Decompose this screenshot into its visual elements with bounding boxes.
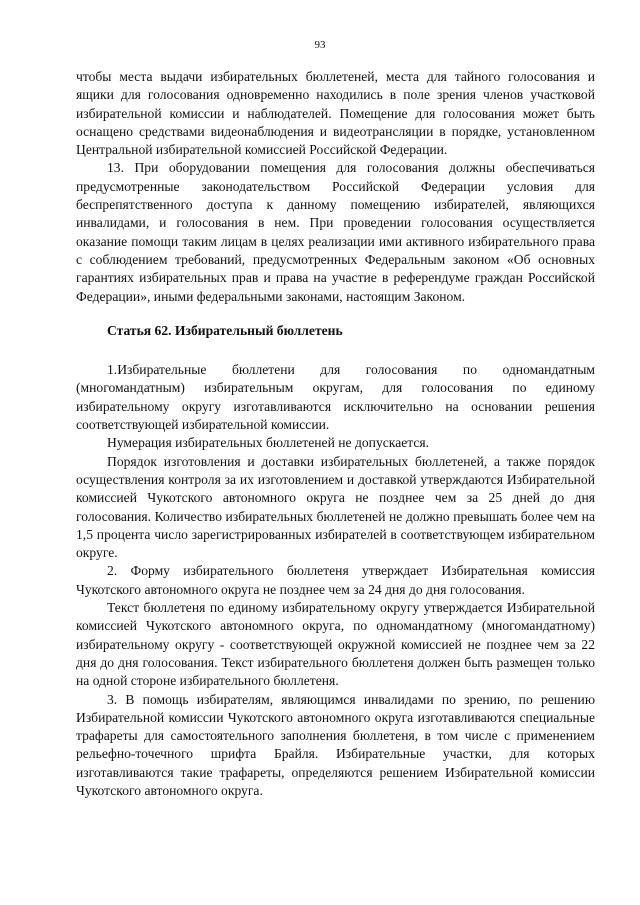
paragraph-ballot-text: Текст бюллетеня по единому избирательному округу утверждается Избирательной комиссией Чукотского автономного округа, по одномандатному (многомандатному) избирательному округу - соответствующей окружной комиссией не позднее чем за 22 дня до дня голосования. Текст избирательного бюллетеня должен быть размещен только на одной стороне избирательного бюллетеня. bbox=[76, 600, 595, 689]
paragraph-item-3: 3. В помощь избирателям, являющимся инвалидами по зрению, по решению Избирательной комиссии Чукотского автономного округа изготавливаются специальные трафареты для самостоятельного заполнения бюллетеня, в том числе с применением рельефно-точечного шрифта Брайля. Избирательные участки, для которых изготавливаются такие трафареты, определяются решением Избирательной комиссии Чукотского автономного округа. bbox=[76, 691, 595, 798]
paragraph-numbering: Нумерация избирательных бюллетеней не допускается. bbox=[107, 435, 430, 451]
paragraph-item-2: 2. Форму избирательного бюллетеня утверждает Избирательная комиссия Чукотского автономного округа не позднее чем за 24 дня до дня голосования. bbox=[76, 563, 595, 597]
page-number: 93 bbox=[314, 39, 326, 51]
article-heading: Статья 62. Избирательный бюллетень bbox=[107, 322, 343, 338]
document-body bbox=[76, 68, 595, 800]
paragraph-continuation: чтобы места выдачи избирательных бюллетеней, места для тайного голосования и ящики для голосования одновременно находились в поле зрения членов участковой избирательной комиссии и наблюдателей. Помещение для голосования может быть оснащено средствами видеонаблюдения и видеотрансляции в порядке, установленном Центральной избирательной комиссией Российской Федерации. bbox=[76, 69, 595, 158]
paragraph-item-13: 13. При оборудовании помещения для голосования должны обеспечиваться предусмотренные законодательством Российской Федерации условия для беспрепятственного доступа к данному помещению избирателей, являющихся инвалидами, и голосования в нем. При проведении голосования осуществляется оказание помощи таким лицам в целях реализации ими активного избирательного права с соблюдением требований, предусмотренных Федеральным законом «Об основных гарантиях избирательных прав и права на участие в референдуме граждан Российской Федерации», иными федеральными законами, настоящим Законом. bbox=[76, 160, 595, 304]
paragraph-production-order: Порядок изготовления и доставки избирательных бюллетеней, а также порядок осуществления контроля за их изготовлением и доставкой утверждаются Избирательной комиссией Чукотского автономного округа не позднее чем за 25 дней до дня голосования. Количество избирательных бюллетеней не должно превышать более чем на 1,5 процента число зарегистрированных избирателей в соответствующем избирательном округе. bbox=[76, 453, 595, 561]
paragraph-item-1: 1.Избирательные бюллетени для голосования по одномандатным (многомандатным) избирательным округам, для голосования по единому избирательному округу изготавливаются исключительно на основании решения соответствующей избирательной комиссии. bbox=[76, 362, 595, 433]
